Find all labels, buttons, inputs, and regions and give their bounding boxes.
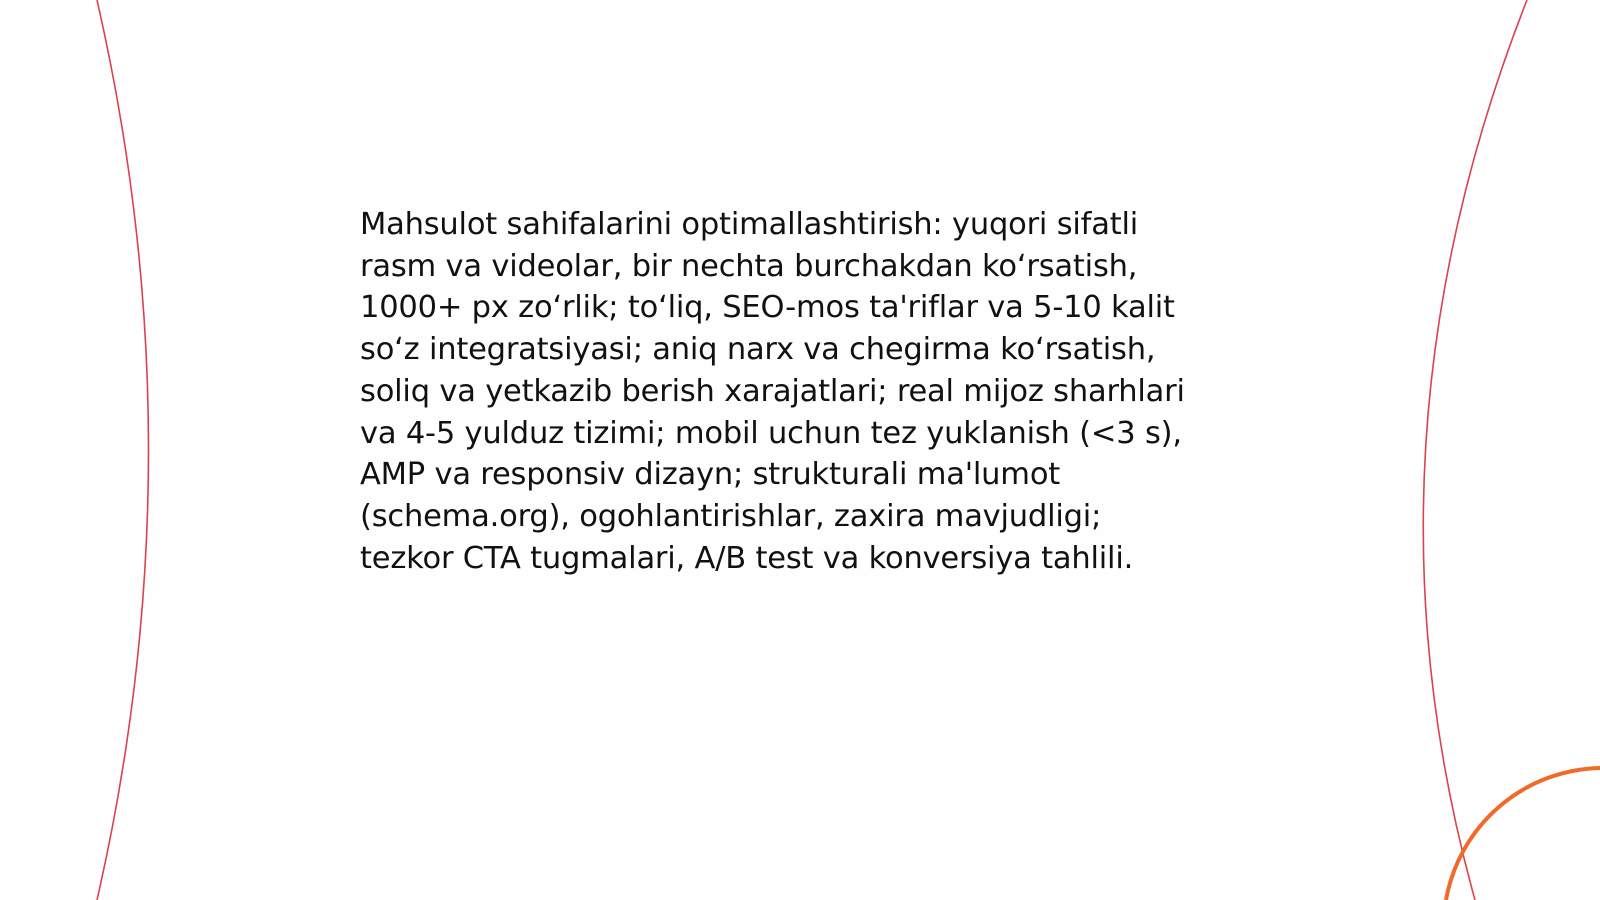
left-arc-line <box>97 0 149 900</box>
body-line: rasm va videolar, bir nechta burchakdan ko‘rsatish, <box>360 248 1138 284</box>
body-line: soliq va yetkazib berish xarajatlari; real mijoz sharhlari <box>360 373 1185 409</box>
right-arc-line <box>1423 0 1527 900</box>
body-line: va 4-5 yulduz tizimi; mobil uchun tez yuklanish (<3 s), <box>360 415 1182 451</box>
body-line: so‘z integratsiyasi; aniq narx va chegirma ko‘rsatish, <box>360 332 1156 368</box>
body-line: (schema.org), ogohlantirishlar, zaxira mavjudligi; <box>360 498 1102 534</box>
slide-body-text <box>360 204 1260 579</box>
body-line: AMP va responsiv dizayn; strukturali ma'lumot <box>360 457 1061 493</box>
body-line: 1000+ px zo‘rlik; to‘liq, SEO-mos ta'riflar va 5-10 kalit <box>360 290 1175 326</box>
body-line: Mahsulot sahifalarini optimallashtirish: yuqori sifatli <box>360 207 1138 242</box>
body-line: tezkor CTA tugmalari, A/B test va konversiya tahlili. <box>360 540 1134 576</box>
